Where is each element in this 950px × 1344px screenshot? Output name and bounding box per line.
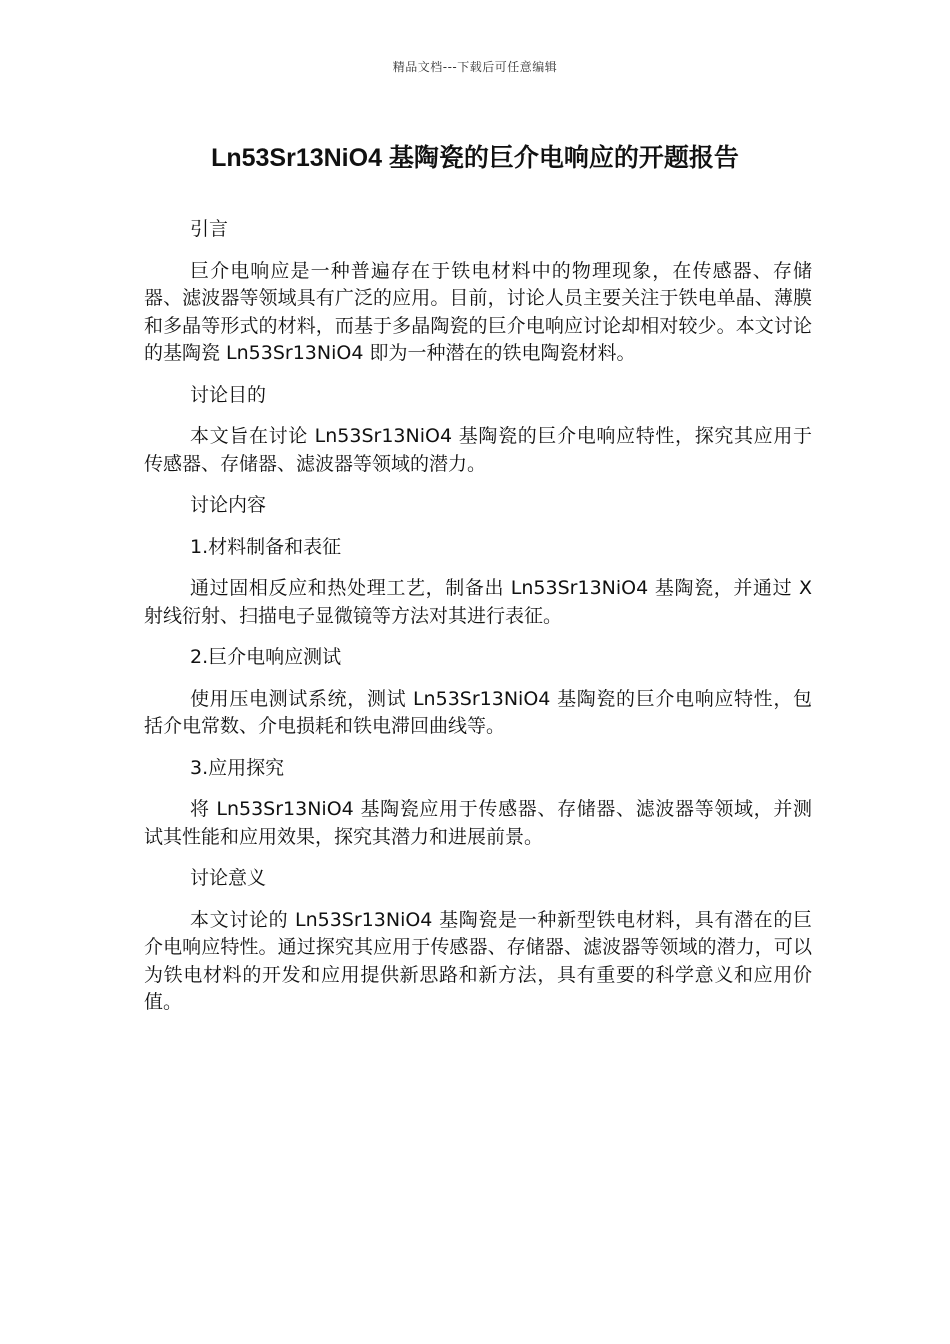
- section-heading-purpose: 讨论目的: [190, 383, 267, 406]
- subsection-heading-2: 2.巨介电响应测试: [190, 646, 342, 668]
- paragraph-intro: 巨介电响应是一种普遍存在于铁电材料中的物理现象，在传感器、存储器、滤波器等领域具有广泛的应用。目前，讨论人员主要关注于铁电单晶、薄膜和多晶等形式的材料，而基于多晶陶瓷的巨介电响应讨论却相对较少。本文讨论的基陶瓷 Ln53Sr13NiO4 即为一种潜在的铁电陶瓷材料。: [144, 259, 812, 364]
- paragraph-item3: 将 Ln53Sr13NiO4 基陶瓷应用于传感器、存储器、滤波器等领域，并测试其性能和应用效果，探究其潜力和进展前景。: [144, 798, 812, 848]
- paragraph-item2: 使用压电测试系统，测试 Ln53Sr13NiO4 基陶瓷的巨介电响应特性，包括介电常数、介电损耗和铁电滞回曲线等。: [144, 687, 812, 737]
- section-heading-significance: 讨论意义: [190, 867, 267, 889]
- section-heading-intro: 引言: [190, 218, 229, 240]
- subsection-heading-3: 3.应用探究: [190, 756, 285, 779]
- paragraph-item1: 通过固相反应和热处理工艺，制备出 Ln53Sr13NiO4 基陶瓷，并通过 X 射线衍射、扫描电子显微镜等方法对其进行表征。: [144, 577, 812, 627]
- subsection-heading-1: 1.材料制备和表征: [190, 535, 342, 558]
- section-heading-content: 讨论内容: [190, 494, 267, 516]
- document-body: [144, 216, 812, 1031]
- paragraph-purpose: 本文旨在讨论 Ln53Sr13NiO4 基陶瓷的巨介电响应特性，探究其应用于传感器、存储器、滤波器等领域的潜力。: [144, 425, 812, 475]
- document-title: Ln53Sr13NiO4 基陶瓷的巨介电响应的开题报告: [211, 144, 739, 172]
- paragraph-significance: 本文讨论的 Ln53Sr13NiO4 基陶瓷是一种新型铁电材料，具有潜在的巨介电响应特性。通过探究其应用于传感器、存储器、滤波器等领域的潜力，可以为铁电材料的开发和应用提供新思路和新方法，具有重要的科学意义和应用价值。: [144, 908, 812, 1013]
- header-note: 精品文档---下载后可任意编辑: [392, 60, 558, 74]
